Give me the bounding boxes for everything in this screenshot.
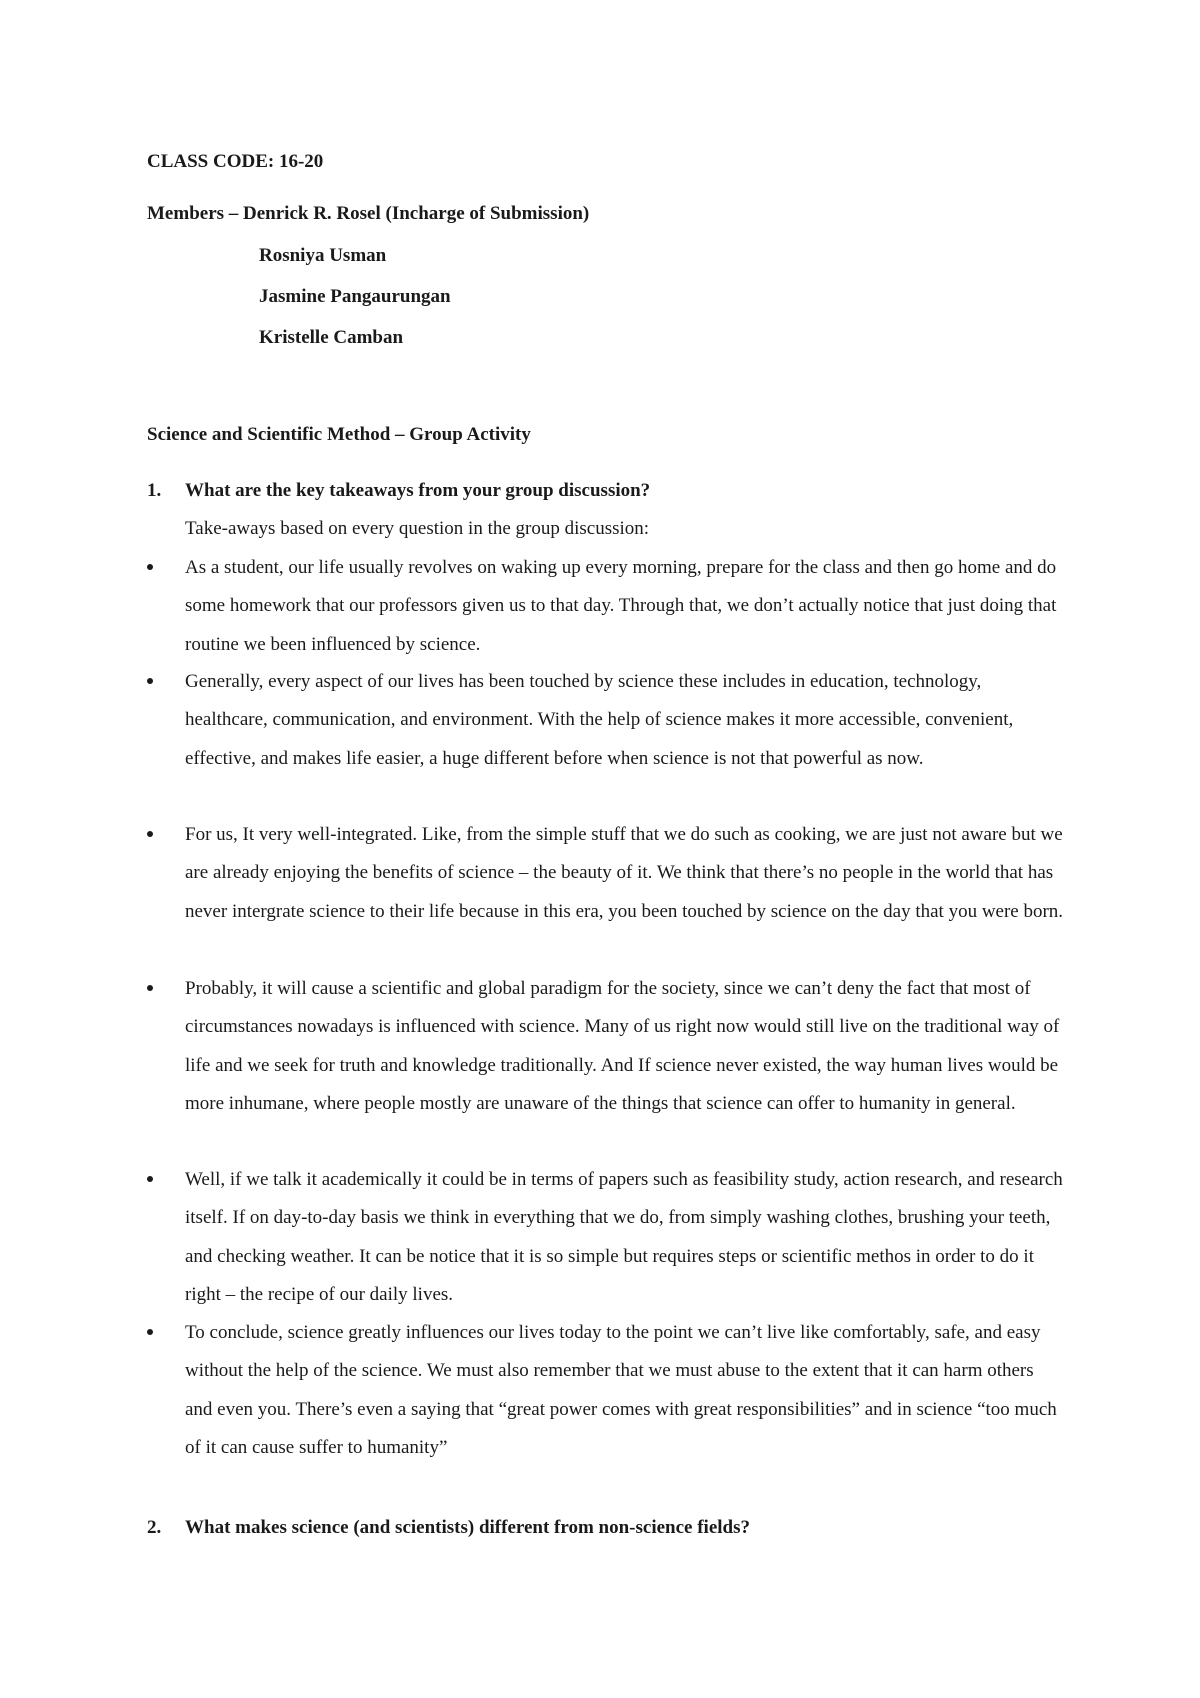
bullet-paragraph: Generally, every aspect of our lives has been touched by science these includes in education, technology, healthcare, communication, and environment. With the help of science makes it more accessible, convenient, effective, and makes life easier, a huge different before when science is not that powerful as now. xyxy=(185,671,1014,769)
member-name: Rosniya Usman xyxy=(259,245,387,266)
bullet-icon xyxy=(147,985,153,991)
bullet-paragraph: To conclude, science greatly influences our lives today to the point we can’t live like comfortably, safe, and easy without the help of the science. We must also remember that we must abuse to the extent that it can harm others and even you. There’s even a saying that “great power comes with great responsibilities” and in science “too much of it can cause suffer to humanity” xyxy=(185,1322,1057,1458)
bullet-icon xyxy=(147,1176,153,1182)
bullet-paragraph: Probably, it will cause a scientific and global paradigm for the society, since we can’t deny the fact that most of circumstances nowadays is influenced with science. Many of us right now would still live on the traditional way of life and we seek for truth and knowledge traditionally. And If science never existed, the way human lives would be more inhumane, where people mostly are unaware of the things that science can offer to humanity in general. xyxy=(185,978,1060,1114)
bullet-paragraph: Well, if we talk it academically it could be in terms of papers such as feasibility study, action research, and research itself. If on day-to-day basis we think in everything that we do, from simply washing clothes, brushing your teeth, and checking weather. It can be notice that it is so simple but requires steps or scientific methos in order to do it right – the recipe of our daily lives. xyxy=(185,1169,1063,1305)
bullet-paragraph: As a student, our life usually revolves on waking up every morning, prepare for the class and then go home and do some homework that our professors given us to that day. Through that, we don’t actually notice that just doing that routine we been influenced by science. xyxy=(185,557,1057,655)
bullet-icon xyxy=(147,1329,153,1335)
member-name: Kristelle Camban xyxy=(259,327,404,348)
question-number: 1. xyxy=(147,480,162,501)
section-title: Science and Scientific Method – Group Activity xyxy=(147,424,531,445)
question-text: What are the key takeaways from your group discussion? xyxy=(185,480,651,501)
bullet-icon xyxy=(147,564,153,570)
bullet-paragraph: For us, It very well-integrated. Like, from the simple stuff that we do such as cooking, we are just not aware but we are already enjoying the benefits of science – the beauty of it. We think that there’s no people in the world that has never intergrate science to their life because in this era, you been touched by science on the day that you were born. xyxy=(185,824,1064,922)
member-name: Jasmine Pangaurungan xyxy=(259,286,451,307)
bullet-icon xyxy=(147,831,153,837)
members-line: Members – Denrick R. Rosel (Incharge of Submission) xyxy=(147,203,590,224)
question-text: What makes science (and scientists) different from non-science fields? xyxy=(185,1517,751,1538)
class-code: CLASS CODE: 16-20 xyxy=(147,151,324,172)
question-number: 2. xyxy=(147,1517,162,1538)
bullet-icon xyxy=(147,678,153,684)
question-intro: Take-aways based on every question in the group discussion: xyxy=(185,518,650,539)
